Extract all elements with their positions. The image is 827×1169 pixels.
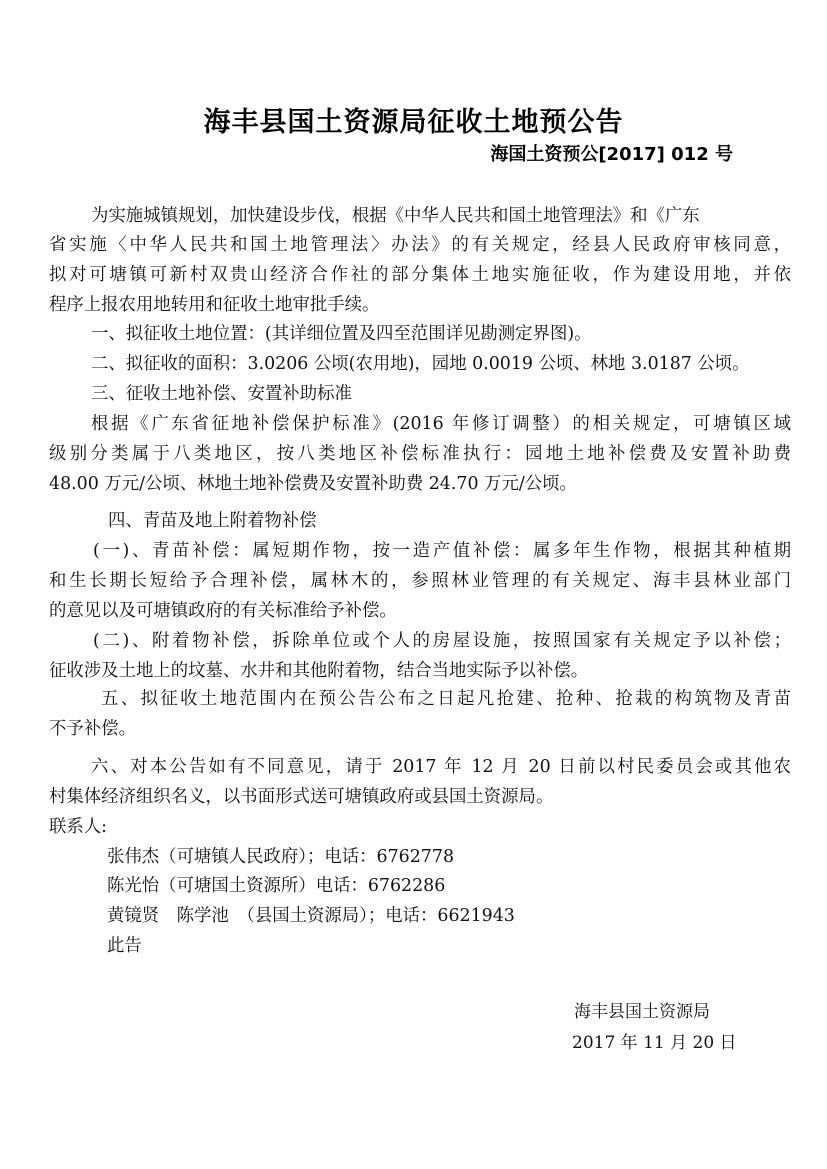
- item-3-line-2: 级别分类属于八类地区，按八类地区补偿标准执行：园地土地补偿费及安置补助费: [49, 444, 791, 464]
- intro-line-4: 程序上报农用地转用和征收土地审批手续。: [49, 295, 380, 315]
- closing-text: 此告: [107, 936, 142, 956]
- item-5-line-1: 五、拟征收土地范围内在预公告公布之日起凡抢建、抢种、抢栽的构筑物及青苗: [101, 689, 791, 709]
- item-6-line-1: 六、对本公告如有不同意见，请于 2017 年 12 月 20 日前以村民委员会或其他农: [91, 757, 791, 777]
- item-3-line-3: 48.00 万元/公顷、林地土地补偿费及安置补助费 24.70 万元/公顷。: [49, 474, 577, 494]
- item-4-sub1-line-3: 的意见以及可塘镇政府的有关标准给予补偿。: [49, 601, 397, 621]
- intro-line-3: 拟对可塘镇可新村双贵山经济合作社的部分集体土地实施征收，作为建设用地，并依: [49, 265, 791, 285]
- item-4-sub1-line-1: (一)、青苗补偿：属短期作物，按一造产值补偿：属多年生作物，根据其种植期: [93, 541, 791, 561]
- item-4-sub2-line-1: (二)、附着物补偿，拆除单位或个人的房屋设施，按照国家有关规定予以补偿；: [93, 631, 791, 651]
- item-5-line-2: 不予补偿。: [49, 719, 136, 739]
- item-3-line-1: 根据《广东省征地补偿保护标准》(2016 年修订调整）的相关规定，可塘镇区域: [91, 414, 791, 434]
- item-4-sub2-line-2: 征收涉及土地上的坟墓、水井和其他附着物，结合当地实际予以补偿。: [49, 661, 589, 681]
- contact-2: 陈光怡（可塘国土资源所）电话：6762286: [107, 876, 446, 896]
- item-2-area: 二、拟征收的面积：3.0206 公顷(农用地)，园地 0.0019 公顷、林地 3.0187 公顷。: [91, 354, 750, 374]
- intro-line-2: 省实施〈中华人民共和国土地管理法〉办法》的有关规定，经县人民政府审核同意，: [49, 235, 791, 255]
- document-number: 海国土资预公[2017] 012 号: [490, 144, 733, 165]
- notice-title: 海丰县国土资源局征收土地预公告: [203, 107, 624, 138]
- contacts-label: 联系人:: [49, 817, 108, 837]
- item-4-sub1-line-2: 和生长期长短给予合理补偿，属林木的，参照林业管理的有关规定、海丰县林业部门: [49, 571, 791, 591]
- signature-date: 2017 年 11 月 20 日: [572, 1033, 737, 1053]
- item-6-line-2: 村集体经济组织名义，以书面形式送可塘镇政府或县国土资源局。: [49, 787, 554, 807]
- contact-3: 黄镜贤 陈学池 （县国土资源局）；电话：6621943: [107, 906, 515, 926]
- item-4-heading: 四、青苗及地上附着物补偿: [108, 511, 317, 531]
- item-1-location: 一、拟征收土地位置：(其详细位置及四至范围详见勘测定界图)。: [91, 324, 592, 344]
- item-3-heading: 三、征收土地补偿、安置补助标准: [91, 384, 352, 404]
- intro-line-1: 为实施城镇规划，加快建设步伐，根据《中华人民共和国土地管理法》和《广东: [91, 206, 700, 226]
- contact-1: 张伟杰（可塘镇人民政府）；电话：6762778: [107, 847, 455, 867]
- signature-organization: 海丰县国土资源局: [574, 1002, 710, 1022]
